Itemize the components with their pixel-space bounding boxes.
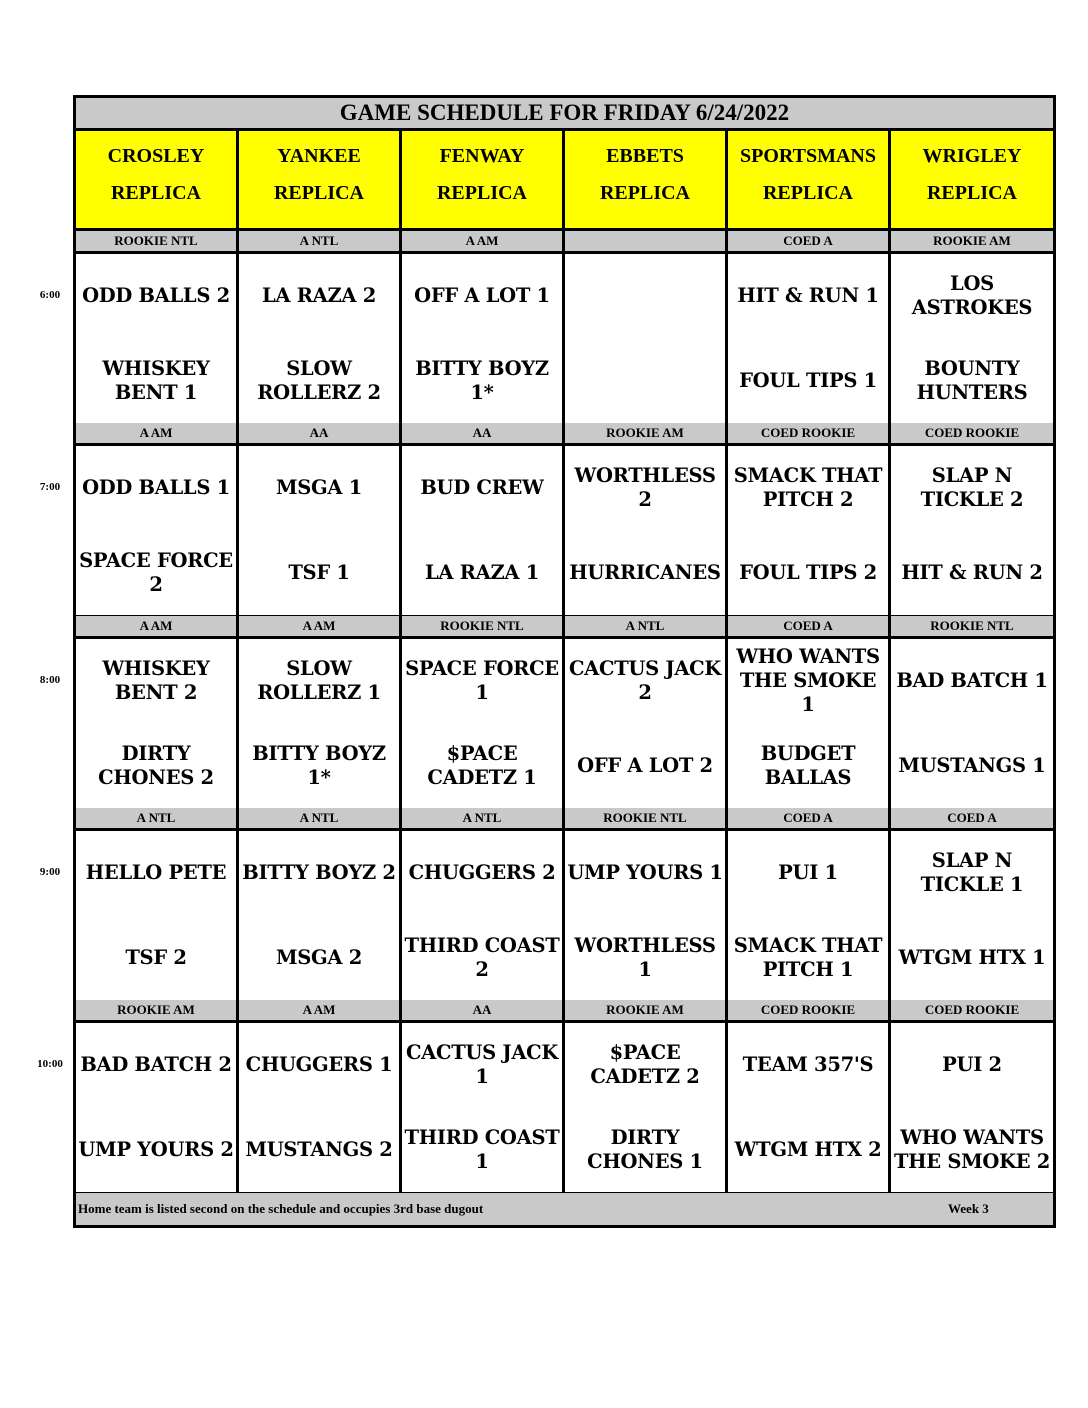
- home-team: DIRTY CHONES 2: [98, 741, 214, 789]
- home-team: THIRD COAST 1: [404, 1125, 560, 1173]
- division-label: A AM: [76, 423, 236, 443]
- division-label: ROOKIE NTL: [891, 616, 1053, 636]
- division-label: A NTL: [402, 808, 562, 828]
- field-header-crosley: [76, 131, 236, 228]
- division-label: ROOKIE AM: [565, 1000, 725, 1020]
- away-team: SMACK THAT PITCH 2: [733, 464, 883, 511]
- home-team: UMP YOURS 2: [78, 1137, 234, 1161]
- away-team: TEAM 357'S: [742, 1053, 874, 1076]
- home-team: MUSTANGS 1: [898, 753, 1046, 777]
- home-team: [565, 338, 725, 423]
- footer-note: Home team is listed second on the schedule and occupies 3rd base dugout: [78, 1201, 484, 1216]
- home-team: MSGA 2: [275, 945, 362, 969]
- column-divider: [399, 131, 402, 1193]
- field-name: EBBETS: [606, 145, 684, 167]
- division-label: COED ROOKIE: [891, 423, 1053, 443]
- division-label: A NTL: [76, 808, 236, 828]
- division-label: COED A: [728, 808, 888, 828]
- home-team: TSF 1: [288, 560, 350, 584]
- division-label: ROOKIE NTL: [565, 808, 725, 828]
- division-label: A AM: [76, 616, 236, 636]
- away-team: UMP YOURS 1: [567, 861, 723, 884]
- field-subtitle: REPLICA: [599, 182, 690, 204]
- column-divider: [236, 131, 239, 1193]
- column-divider: [725, 131, 728, 1193]
- home-team: TSF 2: [125, 945, 187, 969]
- field-header-fenway: [402, 131, 562, 228]
- division-label: COED ROOKIE: [728, 1000, 888, 1020]
- division-label: COED A: [728, 616, 888, 636]
- home-team: BITTY BOYZ 1*: [252, 741, 386, 789]
- away-team: BAD BATCH 1: [896, 669, 1048, 692]
- home-team: SLOW ROLLERZ 2: [257, 356, 381, 404]
- field-header-sportsmans: [728, 131, 888, 228]
- home-team: DIRTY CHONES 1: [587, 1125, 703, 1173]
- away-team: ODD BALLS 2: [82, 284, 230, 307]
- away-team: BITTY BOYZ 2: [242, 861, 396, 884]
- division-label: COED ROOKIE: [891, 1000, 1053, 1020]
- away-team: SLAP N TICKLE 1: [920, 849, 1024, 896]
- schedule-title: GAME SCHEDULE FOR FRIDAY 6/24/2022: [76, 98, 1053, 131]
- field-name: FENWAY: [439, 145, 525, 167]
- field-subtitle: REPLICA: [110, 182, 201, 204]
- division-label: AA: [402, 423, 562, 443]
- division-label: ROOKIE AM: [76, 1000, 236, 1020]
- home-team: FOUL TIPS 2: [739, 560, 877, 584]
- home-team: SPACE FORCE 2: [79, 548, 233, 596]
- division-label: ROOKIE AM: [565, 423, 725, 443]
- division-label: A AM: [239, 616, 399, 636]
- home-team: WORTHLESS 1: [574, 933, 716, 981]
- home-team: FOUL TIPS 1: [739, 368, 877, 392]
- field-header-yankee: [239, 131, 399, 228]
- away-team: WHO WANTS THE SMOKE 1: [736, 645, 880, 716]
- division-label: [565, 231, 725, 251]
- away-team: SPACE FORCE 1: [405, 657, 559, 704]
- away-team: PUI 1: [778, 861, 838, 884]
- away-team: WORTHLESS 2: [574, 464, 716, 511]
- away-team: OFF A LOT 1: [414, 284, 550, 307]
- home-team: THIRD COAST 2: [404, 933, 560, 981]
- division-label: ROOKIE NTL: [402, 616, 562, 636]
- field-name: YANKEE: [277, 145, 361, 167]
- away-team: WHISKEY BENT 2: [102, 657, 210, 704]
- away-team: BAD BATCH 2: [80, 1053, 232, 1076]
- field-subtitle: REPLICA: [273, 182, 364, 204]
- division-label: A NTL: [239, 231, 399, 251]
- division-label: ROOKIE AM: [891, 231, 1053, 251]
- away-team: [565, 254, 725, 338]
- field-name: CROSLEY: [107, 145, 205, 167]
- division-label: COED A: [891, 808, 1053, 828]
- time-label: 6:00: [39, 289, 61, 301]
- time-label: 8:00: [39, 674, 61, 686]
- division-label: COED A: [728, 231, 888, 251]
- away-team: ODD BALLS 1: [82, 476, 230, 499]
- field-header-wrigley: [891, 131, 1053, 228]
- division-label: A NTL: [565, 616, 725, 636]
- away-team: CACTUS JACK 1: [405, 1041, 559, 1088]
- schedule-footer: [76, 1193, 1053, 1225]
- home-team: MUSTANGS 2: [245, 1137, 393, 1161]
- division-label: COED ROOKIE: [728, 423, 888, 443]
- home-team: WTGM HTX 1: [898, 945, 1046, 969]
- away-team: CHUGGERS 2: [408, 861, 556, 884]
- field-subtitle: REPLICA: [436, 182, 527, 204]
- division-label: AA: [402, 1000, 562, 1020]
- away-team: LA RAZA 2: [262, 284, 376, 307]
- away-team: HELLO PETE: [85, 861, 227, 884]
- column-divider: [562, 131, 565, 1193]
- column-divider: [888, 131, 891, 1193]
- home-team: LA RAZA 1: [425, 560, 539, 584]
- time-label: 7:00: [39, 481, 61, 493]
- away-team: CHUGGERS 1: [245, 1053, 393, 1076]
- division-label: A AM: [402, 231, 562, 251]
- home-team: WTGM HTX 2: [734, 1137, 882, 1161]
- away-team: $PACE CADETZ 2: [590, 1041, 700, 1088]
- away-team: HIT & RUN 1: [737, 284, 879, 307]
- division-label: ROOKIE NTL: [76, 231, 236, 251]
- time-label: 10:00: [37, 1058, 63, 1070]
- away-team: SLAP N TICKLE 2: [920, 464, 1024, 511]
- home-team: BUDGET BALLAS: [760, 741, 856, 789]
- week-label: Week 3: [948, 1201, 989, 1216]
- away-team: LOS ASTROKES: [911, 272, 1033, 319]
- home-team: HURRICANES: [569, 560, 721, 584]
- field-subtitle: REPLICA: [762, 182, 853, 204]
- field-subtitle: REPLICA: [926, 182, 1017, 204]
- home-team: BOUNTY HUNTERS: [916, 356, 1028, 404]
- away-team: BUD CREW: [420, 476, 544, 499]
- away-team: MSGA 1: [275, 476, 362, 499]
- home-team: SMACK THAT PITCH 1: [733, 933, 883, 981]
- home-team: HIT & RUN 2: [901, 560, 1043, 584]
- away-team: SLOW ROLLERZ 1: [257, 657, 381, 704]
- field-header-ebbets: [565, 131, 725, 228]
- field-name: SPORTSMANS: [740, 145, 876, 167]
- away-team: CACTUS JACK 2: [568, 657, 722, 704]
- division-label: A AM: [239, 1000, 399, 1020]
- home-team: WHISKEY BENT 1: [102, 356, 210, 404]
- division-label: A NTL: [239, 808, 399, 828]
- home-team: $PACE CADETZ 1: [427, 741, 537, 789]
- home-team: BITTY BOYZ 1*: [415, 356, 549, 404]
- home-team: WHO WANTS THE SMOKE 2: [893, 1125, 1051, 1173]
- away-team: PUI 2: [942, 1053, 1002, 1076]
- home-team: OFF A LOT 2: [577, 753, 713, 777]
- time-label: 9:00: [39, 866, 61, 878]
- field-name: WRIGLEY: [922, 145, 1022, 167]
- division-label: AA: [239, 423, 399, 443]
